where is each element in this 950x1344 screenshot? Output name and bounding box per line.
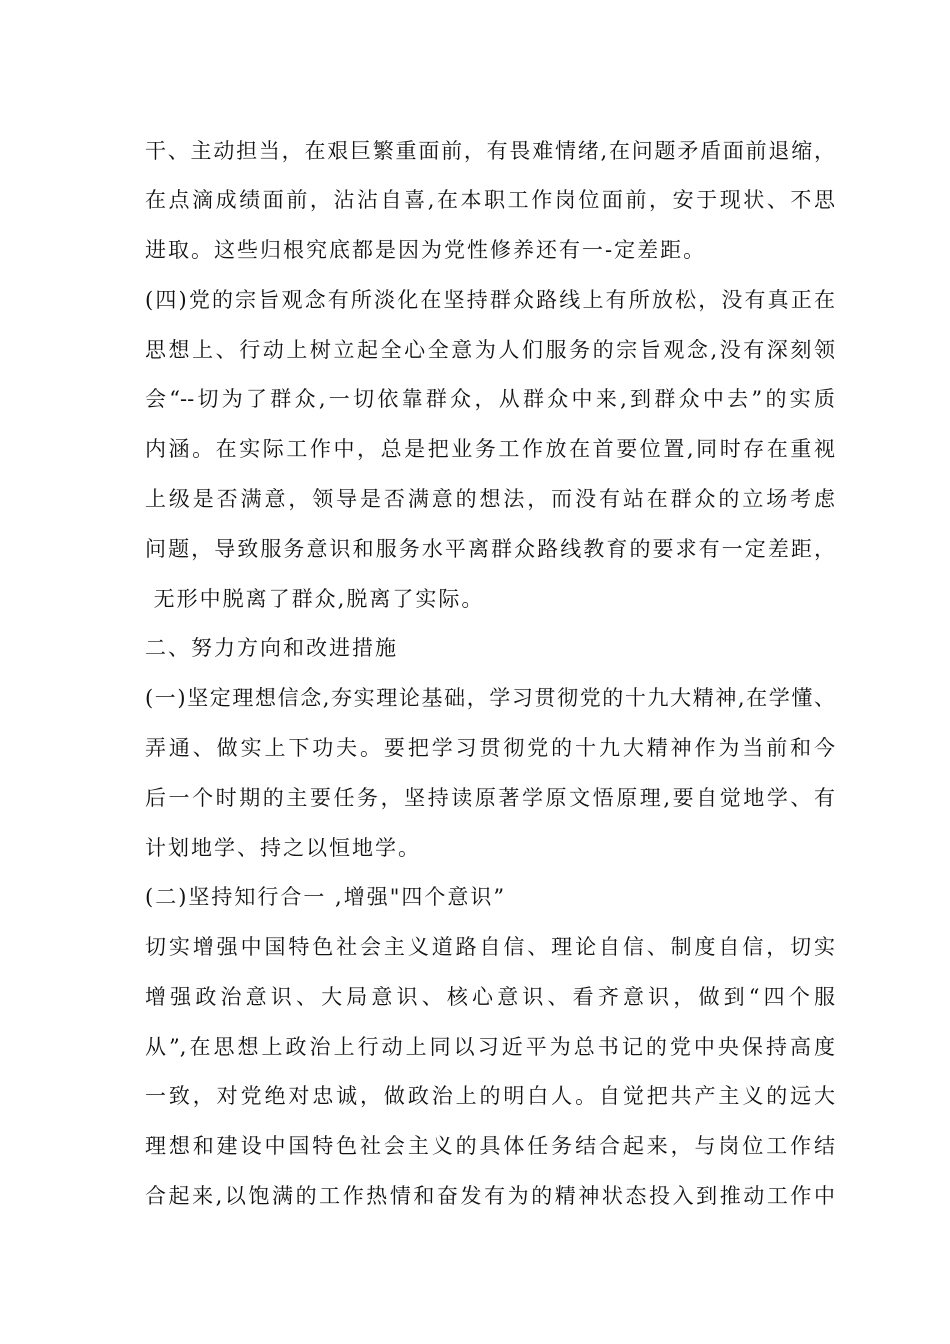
text-line: 理想和建设中国特色社会主义的具体任务结合起来，与岗位工作结	[145, 1134, 835, 1158]
text-line: 上级是否满意，领导是否满意的想法，而没有站在群众的立场考虑	[145, 487, 835, 511]
text-line: 干、主动担当，在艰巨繁重面前，有畏难情绪,在问题矛盾面前退缩，	[145, 139, 835, 163]
text-line: 从”,在思想上政治上行动上同以习近平为总书记的党中央保持高度	[145, 1035, 835, 1059]
section-heading: 二、努力方向和改进措施	[145, 636, 398, 660]
text-line: 无形中脱离了群众,脱离了实际。	[145, 587, 485, 611]
text-line: 思想上、行动上树立起全心全意为人们服务的宗旨观念,没有深刻领	[145, 338, 835, 362]
text-line: 一致，对党绝对忠诚，做政治上的明白人。自觉把共产主义的远大	[145, 1084, 835, 1108]
text-line: 问题，导致服务意识和服务水平离群众路线教育的要求有一定差距，	[145, 537, 835, 561]
text-line: 在点滴成绩面前，沾沾自喜,在本职工作岗位面前，安于现状、不思	[145, 188, 835, 212]
text-line: 合起来,以饱满的工作热情和奋发有为的精神状态投入到推动工作中	[145, 1184, 835, 1208]
text-line: 弄通、做实上下功夫。要把学习贯彻党的十九大精神作为当前和今	[145, 736, 835, 760]
text-line: (一)坚定理想信念,夯实理论基础，学习贯彻党的十九大精神,在学懂、	[145, 686, 835, 710]
text-line: 内涵。在实际工作中，总是把业务工作放在首要位置,同时存在重视	[145, 437, 835, 461]
text-line: 后一个时期的主要任务，坚持读原著学原文悟原理,要自觉地学、有	[145, 786, 835, 810]
text-line: 切实增强中国特色社会主义道路自信、理论自信、制度自信，切实	[145, 935, 835, 959]
text-line: 会“--切为了群众,一切依靠群众，从群众中来,到群众中去”的实质	[145, 387, 835, 411]
text-line: 增强政治意识、大局意识、核心意识、看齐意识，做到“四个服	[145, 985, 835, 1009]
text-line: 计划地学、持之以恒地学。	[145, 836, 421, 860]
text-line: 进取。这些归根究底都是因为党性修养还有一-定差距。	[145, 238, 707, 262]
text-line: (四)党的宗旨观念有所淡化在坚持群众路线上有所放松，没有真正在	[145, 288, 835, 312]
subheading: (二)坚持知行合一 ,增强"四个意识”	[145, 885, 507, 909]
